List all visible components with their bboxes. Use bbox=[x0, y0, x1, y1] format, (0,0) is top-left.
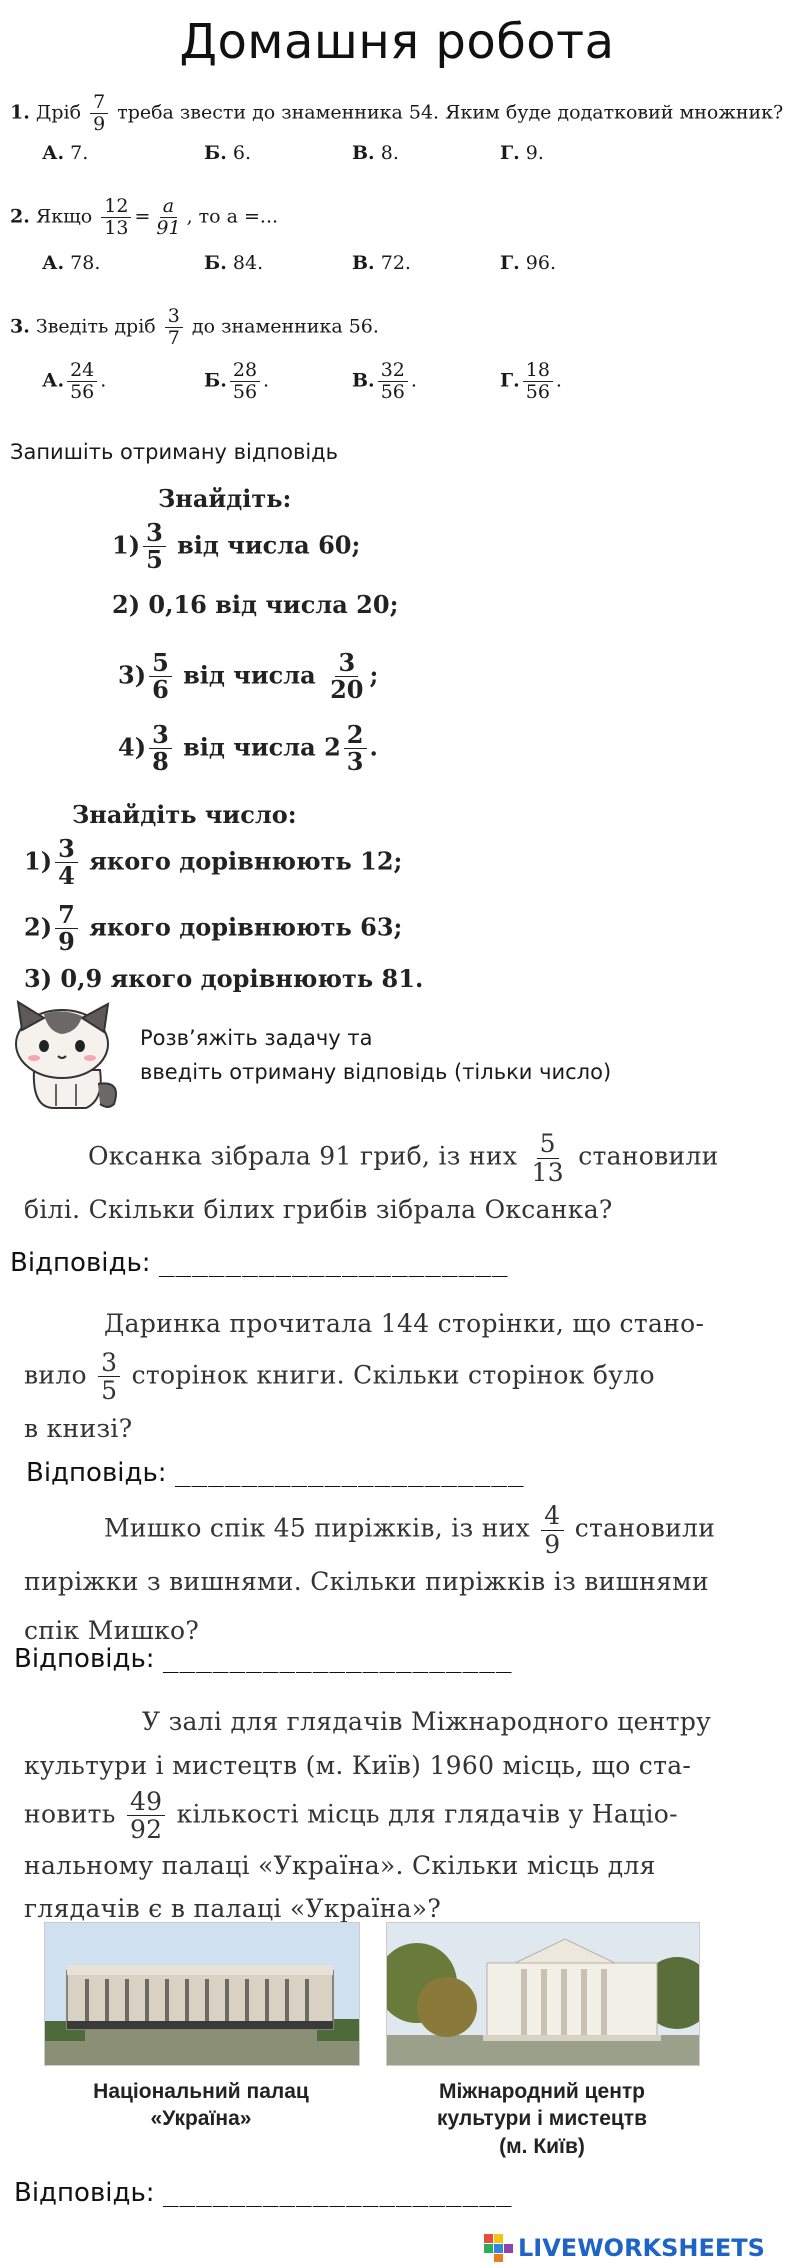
q3-option-d[interactable]: Г. $\frac{18}{56}$ . bbox=[500, 359, 562, 403]
answer-input-2[interactable]: _____________________ bbox=[174, 1458, 525, 1488]
q1-option-b[interactable]: Б. 6. bbox=[204, 142, 252, 164]
task-4: У залі для глядачів Міжнародного центру культури і мистецтв (м. Київ) 1960 місць, що ста- новить $\frac{49}{92}$ кількості місць для глядачів у Націо- нальному палаці «Україна». Скільки місць для глядачів є в палаці «Україна»? bbox=[24, 1707, 712, 1924]
find-item-1: 1) $\frac{3}{5}$ від числа 60; bbox=[112, 518, 361, 575]
task-2: Даринка прочитала 144 сторінки, що стано- вило $\frac{3}{5}$ сторінок книги. Скільки сторінок було в книзі? bbox=[24, 1309, 705, 1443]
logo-icon bbox=[484, 2234, 514, 2262]
answer-4: Відповідь: _____________________ bbox=[14, 2178, 513, 2208]
answer-1: Відповідь: _____________________ bbox=[10, 1248, 509, 1278]
cat-icon bbox=[4, 1000, 124, 1110]
q3-option-b[interactable]: Б. $\frac{28}{56}$ . bbox=[204, 359, 270, 403]
instruction-text: Запишіть отриману відповідь bbox=[10, 440, 339, 464]
task-3: Мишко спік 45 пиріжків, із них $\frac{4}{9}$ становили пиріжки з вишнями. Скільки пиріжків із вишнями спік Мишко? bbox=[24, 1501, 716, 1645]
findnum-heading: Знайдіть число: bbox=[72, 800, 297, 829]
instruction-2: Розв’яжіть задачу та введіть отриману відповідь (тільки число) bbox=[140, 1026, 612, 1084]
q1-option-a[interactable]: А. 7. bbox=[42, 142, 89, 164]
answer-3: Відповідь: _____________________ bbox=[14, 1644, 513, 1674]
findnum-item-1: 1) $\frac{3}{4}$ якого дорівнюють 12; bbox=[24, 834, 403, 891]
task-1: Оксанка зібрала 91 гриб, із них $\frac{5}{13}$ становили білі. Скільки білих грибів зібрала Оксанка? bbox=[24, 1129, 719, 1224]
caption-international-center: Міжнародний центр культури і мистецтв (м. Київ) bbox=[437, 2080, 647, 2158]
photo-national-palace bbox=[44, 1922, 360, 2066]
q3-option-c[interactable]: В. $\frac{32}{56}$ . bbox=[352, 359, 417, 403]
answer-input-1[interactable]: _____________________ bbox=[158, 1248, 509, 1278]
caption-national-palace: Національний палац «Україна» bbox=[93, 2080, 309, 2131]
q1-option-d[interactable]: Г. 9. bbox=[500, 142, 544, 164]
q2-option-a[interactable]: А. 78. bbox=[42, 252, 101, 274]
page-title: Домашня робота bbox=[179, 14, 615, 70]
findnum-item-3: 3) 0,9 якого дорівнюють 81. bbox=[24, 964, 424, 993]
answer-input-4[interactable]: _____________________ bbox=[162, 2178, 513, 2208]
find-item-2: 2) 0,16 від числа 20; bbox=[112, 590, 399, 619]
answer-2: Відповідь: _____________________ bbox=[26, 1458, 525, 1488]
question-3: 3. Зведіть дріб $\frac{3}{7}$ до знаменника 56. bbox=[10, 305, 379, 349]
fraction: $\frac{a}{91}$ bbox=[156, 195, 181, 239]
fraction: $\frac{7}{9}$ bbox=[90, 92, 108, 135]
liveworksheets-logo bbox=[484, 2234, 765, 2262]
logo-text: LIVEWORKSHEETS bbox=[518, 2234, 765, 2262]
findnum-item-2: 2) $\frac{7}{9}$ якого дорівнюють 63; bbox=[24, 900, 403, 957]
fraction: $\frac{3}{7}$ bbox=[165, 306, 183, 349]
photo-international-center bbox=[386, 1922, 700, 2066]
question-2: 2. Якщо $\frac{12}{13}$ = $\frac{a}{91}$ , то a =... bbox=[10, 195, 279, 239]
q2-option-d[interactable]: Г. 96. bbox=[500, 252, 556, 274]
fraction: $\frac{12}{13}$ bbox=[101, 196, 131, 239]
q2-option-c[interactable]: В. 72. bbox=[352, 252, 411, 274]
find-item-4: 4) $\frac{3}{8}$ від числа 2 $\frac{2}{3}$ . bbox=[118, 720, 378, 777]
answer-input-3[interactable]: _____________________ bbox=[162, 1644, 513, 1674]
find-heading: Знайдіть: bbox=[158, 484, 292, 513]
find-item-3: 3) $\frac{5}{6}$ від числа $\frac{3}{20}$ ; bbox=[118, 648, 379, 705]
q3-option-a[interactable]: А. $\frac{24}{56}$ . bbox=[42, 359, 107, 403]
q2-option-b[interactable]: Б. 84. bbox=[204, 252, 264, 274]
question-1: 1. Дріб $\frac{7}{9}$ треба звести до знаменника 54. Яким буде додатковий множник? bbox=[10, 91, 784, 135]
q1-option-c[interactable]: В. 8. bbox=[352, 142, 399, 164]
